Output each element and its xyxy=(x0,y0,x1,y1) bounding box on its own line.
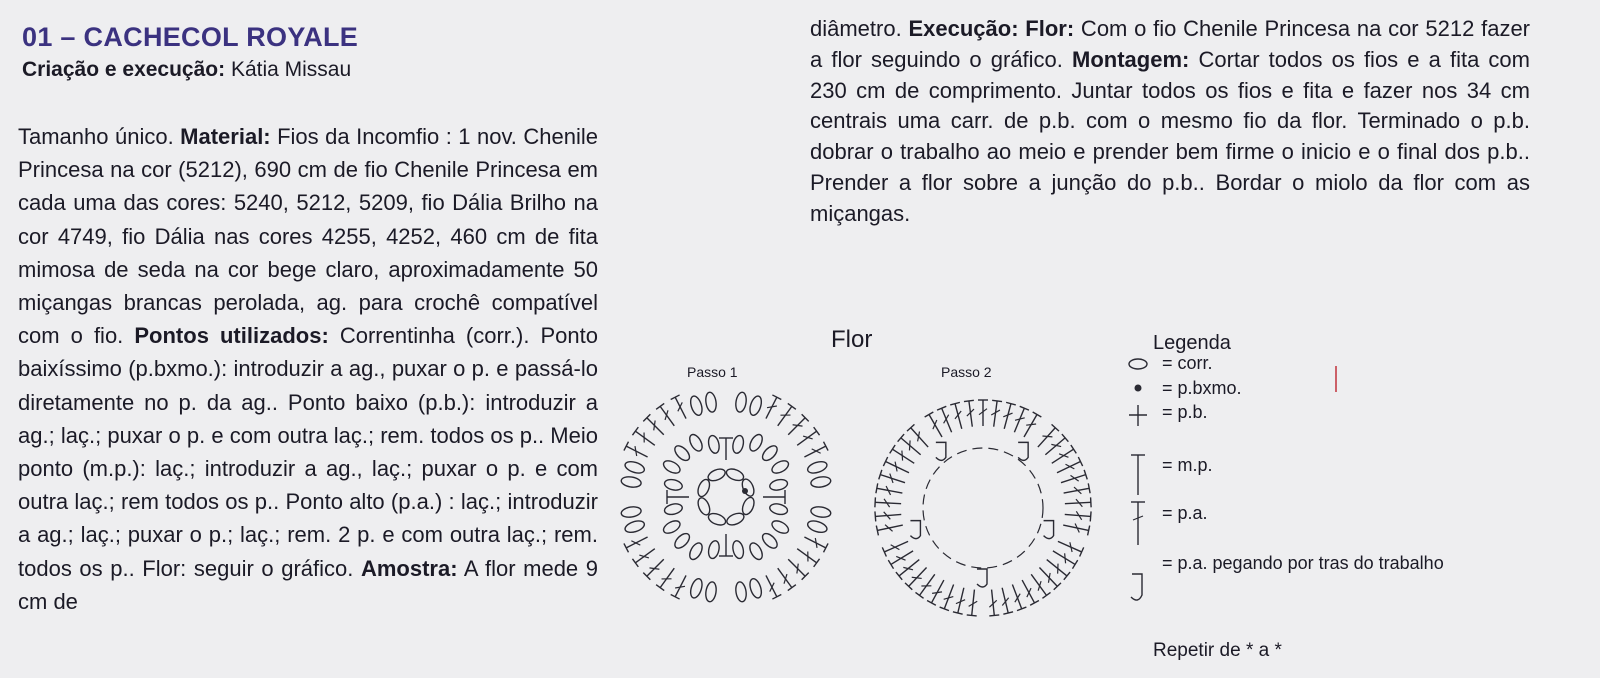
stitch-mark xyxy=(643,559,664,580)
chain-stitch-mark xyxy=(621,506,642,519)
stitch-mark xyxy=(1014,406,1029,432)
material-text: Fios da Incomfio : 1 nov. Chenile Princesa na cor (5212), 690 cm de fio Chenile Princesa em cada uma das cores: 5240, 5212, 5209, fio Dália Brilho na cor 4749, fio Dália nas cores 4255, 4252, 460 cm de fita mimosa de seda na cor bege claro, aproximadamente 50 miçangas brancas perolada, ag. para crochê compatível com o fio. xyxy=(18,124,598,349)
chain-stitch-mark xyxy=(696,478,712,498)
slip-stitch-dot xyxy=(742,488,748,494)
stitch-mark xyxy=(1038,424,1059,447)
chain-stitch-mark xyxy=(740,477,756,497)
stitch-mark xyxy=(1031,574,1050,598)
chain-stitch-mark xyxy=(735,581,748,602)
chain-stitch-mark xyxy=(661,458,682,475)
stitch-mark xyxy=(1061,470,1087,483)
stitch-mark xyxy=(950,402,962,428)
stitch-mark xyxy=(763,490,785,504)
back-post-mark xyxy=(1018,442,1028,460)
stitch-mark xyxy=(953,588,965,614)
chain-stitch-mark xyxy=(770,518,791,535)
execution-text: Com o fio Chenile Princesa na cor 5212 fazer a flor seguindo o gráfico. xyxy=(810,16,1531,72)
stitch-mark xyxy=(896,560,919,580)
stitches-label: Pontos utilizados: xyxy=(134,323,329,349)
stitch-mark xyxy=(978,400,988,426)
legend-label-chain: = corr. xyxy=(1162,353,1213,373)
stitch-mark xyxy=(1065,497,1091,507)
chain-stitch-mark xyxy=(806,459,828,475)
stitch-mark xyxy=(879,470,905,483)
dot-icon xyxy=(1135,385,1142,392)
assembly-text: Cortar todos os fios e a fita com 230 cm de comprimento. Juntar todos os fios e fita e fazer nos 34 cm centrais uma carr. de p.b. com o mesmo fio da flor. Terminado o p.b. dobrar o trabalho ao meio e prender bem firme o inicio e o final dos p.b.. Prender a flor sobre a junção do p.b.. Bordar o miolo da flor com as miçangas. xyxy=(810,46,1530,226)
chain-stitch-mark xyxy=(806,519,828,535)
chain-stitch-mark xyxy=(688,577,704,599)
stitches-text: Correntinha (corr.). Ponto baixíssimo (p.bxmo.): introduzir a ag., puxar o p. e passá-lo diretamente no p. da ag.. Ponto baixo (p.b.): introduzir a ag.; laç.; puxar o p. e com outra laç.; rem. todos os p.. Meio ponto (m.p.): laç.; introduzir a ag., laç.; puxar o p. e com outra laç.; rem todos os p.. Ponto alto (p.a.) : laç.; introduzir a ag.; laç.; puxar o p.; laç.; rem. 2 p. e com outra laç.; rem. todos os p.. Flor: seguir o gráfico. xyxy=(18,323,598,581)
credit-label: Criação e execução: xyxy=(22,58,226,81)
repeat-note: Repetir de * a * xyxy=(1153,640,1282,661)
stitch-mark xyxy=(643,414,664,435)
chain-stitch-mark xyxy=(672,531,692,551)
chain-stitch-mark xyxy=(760,443,780,463)
stitch-mark xyxy=(671,575,686,599)
chain-stitch-mark xyxy=(769,502,789,516)
credit-name: Kátia Missau xyxy=(225,58,352,81)
legend-label-half-double: = m.p. xyxy=(1162,455,1213,475)
stitch-mark xyxy=(940,585,954,611)
legend-label-back-post: = p.a. pegando por tras do trabalho xyxy=(1162,553,1444,573)
flower-chart-step2 xyxy=(875,400,1091,616)
stitch-mark xyxy=(875,497,901,507)
legend-title: Legenda xyxy=(1153,332,1231,354)
stitch-mark xyxy=(1003,402,1015,428)
chain-stitch-mark xyxy=(624,459,646,475)
flower-chart-step1 xyxy=(621,392,832,603)
chain-stitch-mark xyxy=(748,395,764,417)
stitch-mark xyxy=(1045,434,1068,455)
stitch-mark xyxy=(1012,585,1026,611)
stitch-mark xyxy=(883,457,909,473)
sample-text: A flor mede 9 cm de xyxy=(18,555,598,614)
legend-symbols xyxy=(1129,359,1147,600)
chain-stitch-mark xyxy=(687,541,704,562)
chain-stitch-mark xyxy=(672,443,692,463)
stitch-mark xyxy=(1065,511,1091,521)
stitch-mark xyxy=(1064,483,1090,493)
stitch-mark xyxy=(1052,445,1077,463)
chain-stitch-mark xyxy=(731,434,745,454)
chain-stitch-mark xyxy=(735,392,748,413)
stitch-mark xyxy=(788,559,809,580)
back-post-icon xyxy=(1131,574,1142,600)
chain-stitch-mark xyxy=(704,392,717,413)
chain-stitch-mark xyxy=(663,502,683,516)
back-post-mark xyxy=(1044,521,1054,539)
chain-stitch-mark xyxy=(770,458,791,475)
stitch-mark xyxy=(1022,580,1039,605)
stitch-mark xyxy=(1058,541,1084,556)
chain-stitch-mark xyxy=(725,511,745,527)
stitch-mark xyxy=(967,590,977,616)
stitch-mark xyxy=(876,525,902,536)
text-size: Tamanho único. xyxy=(18,124,181,149)
stitch-mark xyxy=(876,483,902,495)
stitch-mark xyxy=(1047,560,1070,580)
material-label: Material: xyxy=(180,124,271,149)
stitch-mark xyxy=(925,412,942,437)
stitch-mark xyxy=(927,580,944,605)
chain-stitch-mark xyxy=(725,467,745,483)
chain-stitch-mark xyxy=(810,475,831,488)
stitch-mark xyxy=(890,445,915,463)
stitch-mark xyxy=(632,427,654,445)
execution-label: Execução: Flor: xyxy=(908,16,1075,41)
back-post-mark xyxy=(936,442,946,460)
stitch-mark xyxy=(804,442,828,457)
chain-stitch-mark xyxy=(704,581,717,602)
step2-label: Passo 2 xyxy=(941,364,992,380)
diameter-text: diâmetro. xyxy=(810,16,909,41)
diagram-title: Flor xyxy=(831,326,873,353)
chain-stitch-mark xyxy=(687,432,704,453)
stitch-mark xyxy=(778,568,796,590)
stitch-mark xyxy=(804,537,828,552)
stitch-mark xyxy=(624,442,648,457)
chain-stitch-mark xyxy=(747,432,764,453)
stitch-mark xyxy=(1063,523,1089,535)
stitch-mark xyxy=(667,490,689,504)
sample-label: Amostra: xyxy=(360,555,458,581)
back-post-mark xyxy=(910,521,920,539)
stitch-mark xyxy=(624,537,648,552)
stitch-mark xyxy=(882,541,908,556)
chain-stitch-mark xyxy=(707,434,721,454)
chain-stitch-mark xyxy=(748,577,764,599)
stitch-mark xyxy=(766,575,781,599)
chain-stitch-mark xyxy=(740,496,756,516)
stitch-mark xyxy=(875,511,901,521)
stitch-mark xyxy=(632,549,654,567)
stitch-mark xyxy=(898,434,921,455)
stitch-mark xyxy=(1053,551,1078,569)
chain-stitch-mark xyxy=(760,531,780,551)
chain-stitch-mark xyxy=(706,467,726,483)
stitch-mark xyxy=(989,590,999,616)
chain-stitch-mark xyxy=(707,540,721,560)
stitch-mark xyxy=(719,534,733,556)
stitch-mark xyxy=(719,438,733,460)
stitch-mark xyxy=(937,406,952,432)
chain-stitch-mark xyxy=(661,518,682,535)
stitch-mark xyxy=(671,395,686,419)
stitch-mark xyxy=(1024,412,1041,437)
stitch-mark xyxy=(656,568,674,590)
stitch-mark xyxy=(766,395,781,419)
stitch-mark xyxy=(656,403,674,425)
back-post-mark xyxy=(977,569,987,587)
chain-stitch-mark xyxy=(707,511,727,527)
chain-stitch-mark xyxy=(688,395,704,417)
stitch-mark xyxy=(991,400,1002,426)
inner-ring xyxy=(923,448,1043,568)
stitch-mark xyxy=(797,427,819,445)
legend-label-slip: = p.bxmo. xyxy=(1162,378,1242,398)
chain-stitch-mark xyxy=(621,475,642,488)
chain-stitch-mark xyxy=(696,496,712,516)
stitch-mark xyxy=(1057,457,1083,473)
chain-stitch-mark xyxy=(624,519,646,535)
chain-stitch-mark xyxy=(731,540,745,560)
stitch-mark xyxy=(797,549,819,567)
stitch-mark xyxy=(888,551,913,569)
assembly-label: Montagem: xyxy=(1072,46,1190,72)
legend-label-single: = p.b. xyxy=(1162,402,1208,422)
stitch-mark xyxy=(778,403,796,425)
stitch-mark xyxy=(1002,588,1013,614)
step1-label: Passo 1 xyxy=(687,364,738,380)
stitch-mark xyxy=(964,400,974,426)
chain-stitch-mark xyxy=(747,541,764,562)
chain-stitch-mark xyxy=(810,506,831,519)
stitch-mark xyxy=(788,414,809,435)
legend-label-double: = p.a. xyxy=(1162,503,1208,523)
pattern-title: 01 – CACHECOL ROYALE xyxy=(22,22,359,52)
chain-oval-icon xyxy=(1129,359,1147,369)
chain-stitch-mark xyxy=(769,478,789,492)
chain-stitch-mark xyxy=(663,478,683,492)
